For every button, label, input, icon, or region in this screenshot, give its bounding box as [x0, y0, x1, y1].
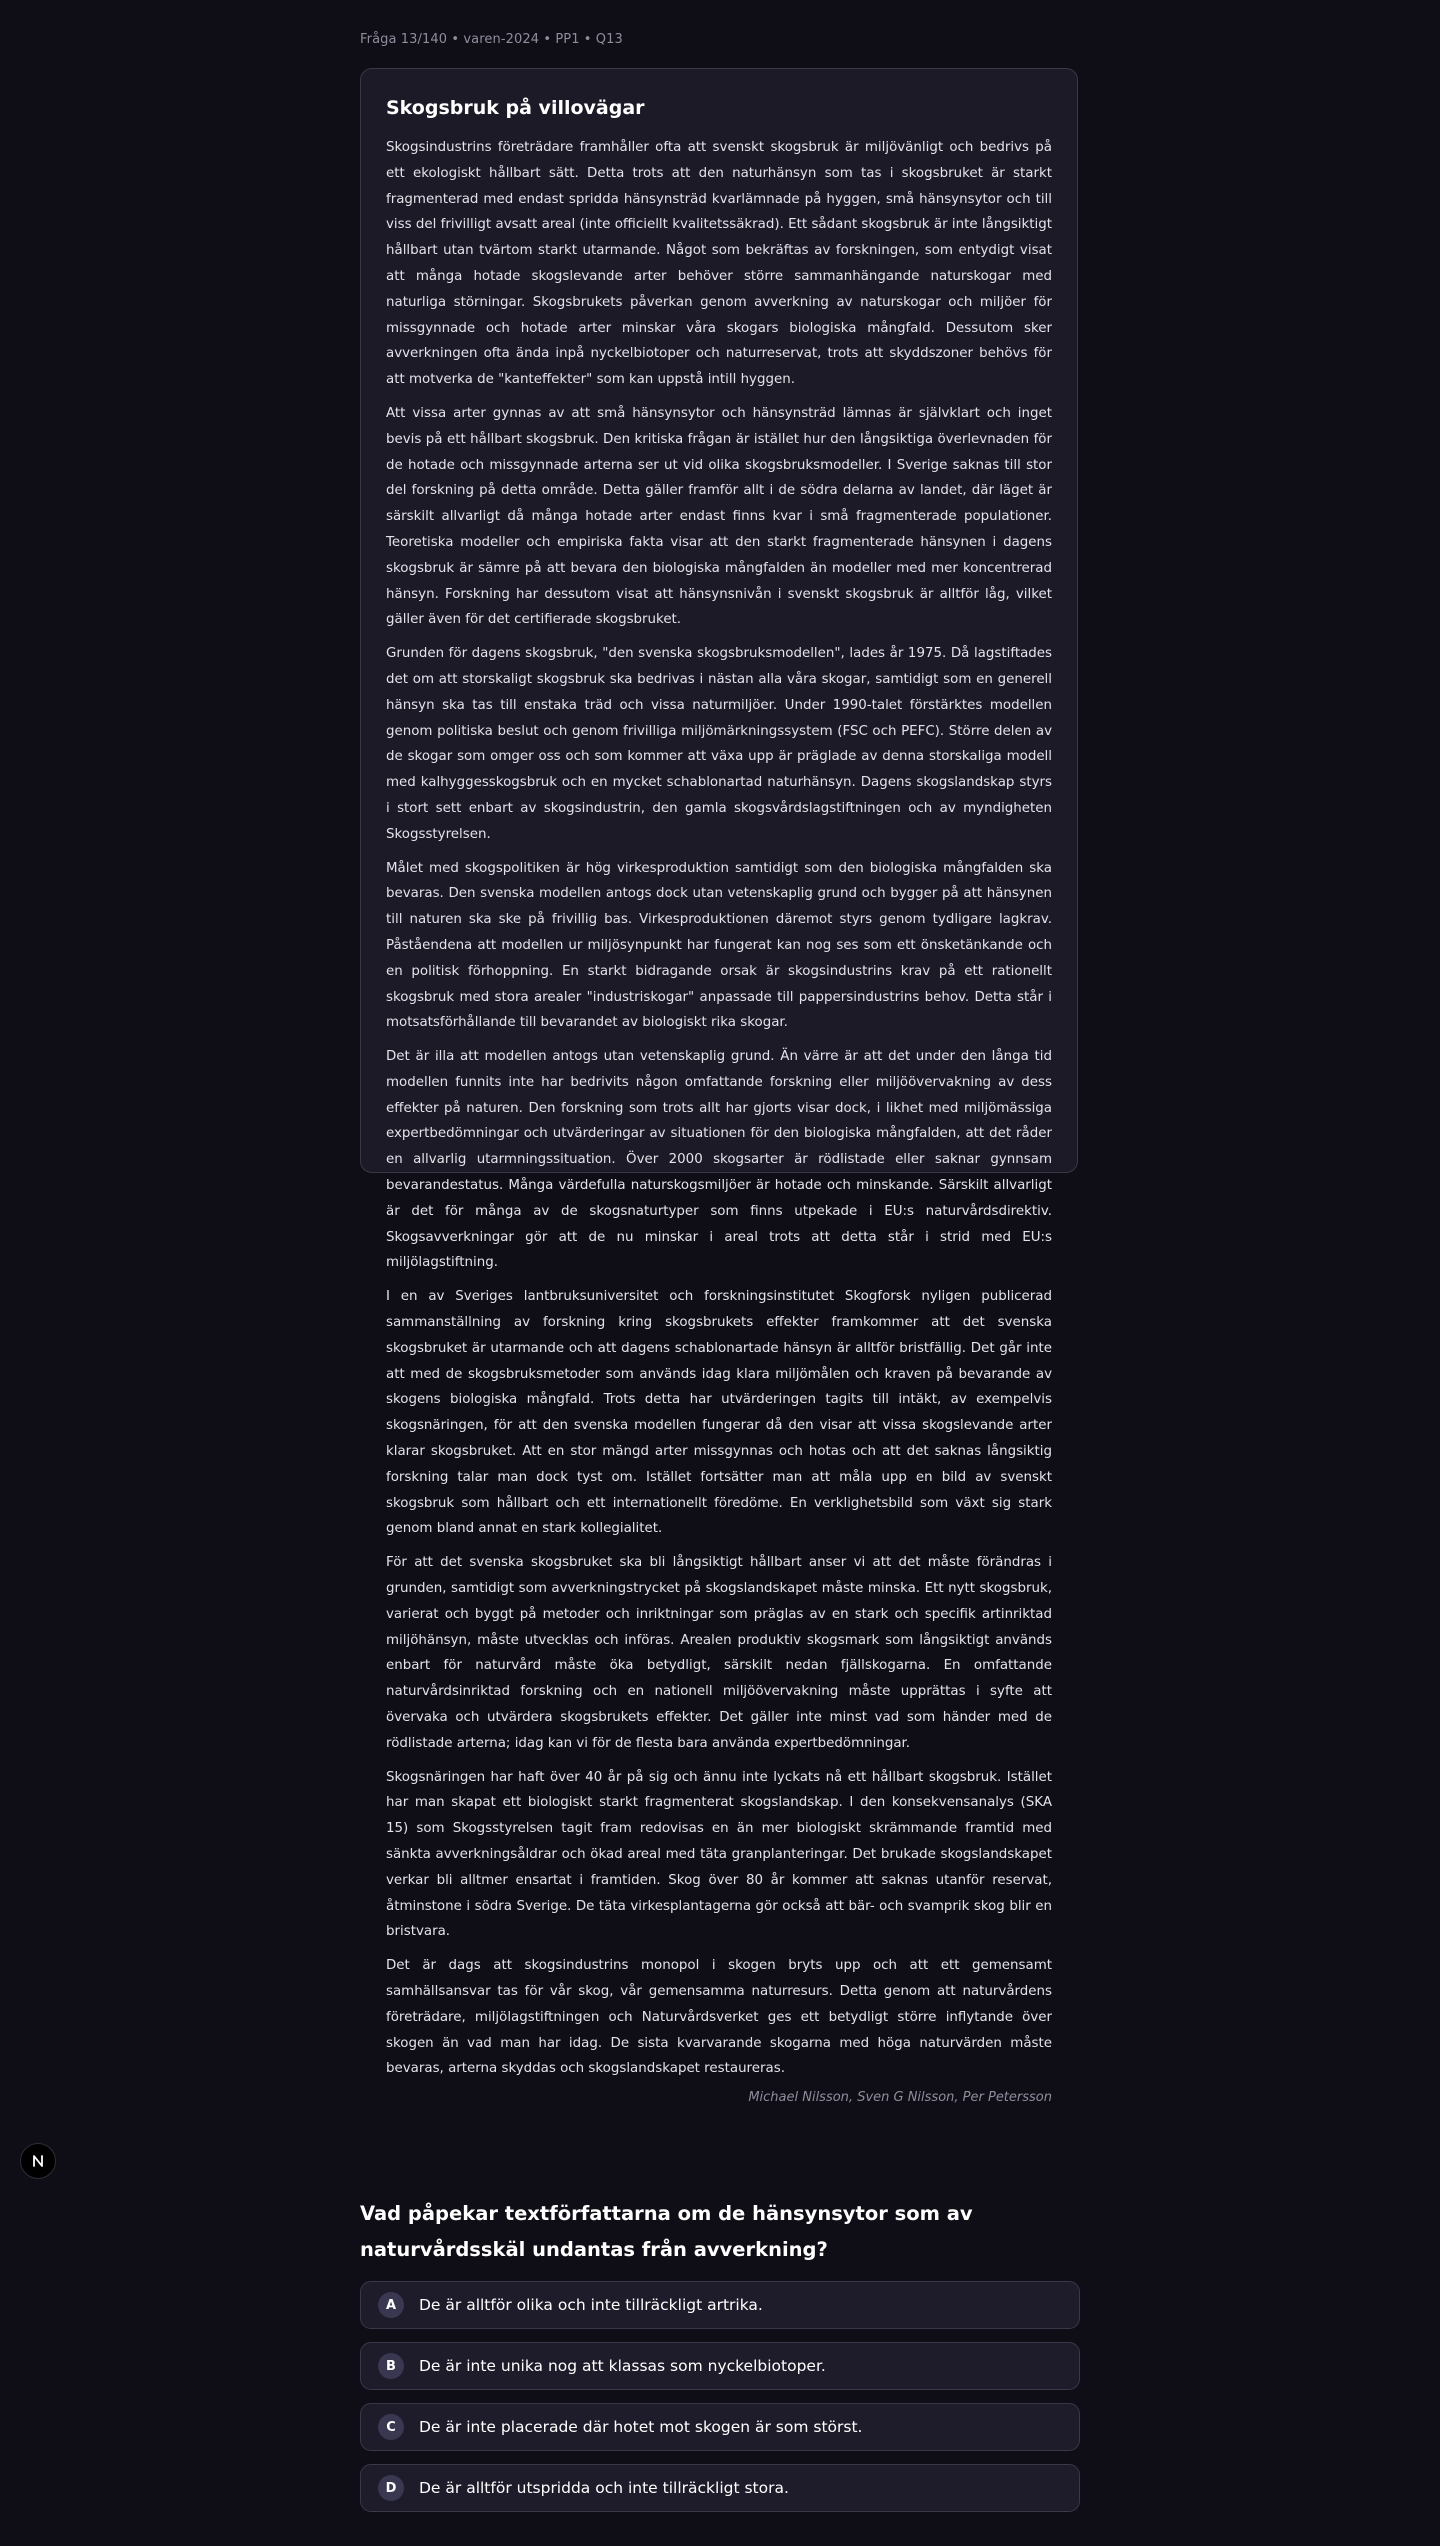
- option-letter-badge: A: [378, 2292, 404, 2318]
- answer-option-c[interactable]: [360, 2403, 1080, 2451]
- article-paragraph: Målet med skogspolitiken är hög virkesproduktion samtidigt som den biologiska mångfalden ska bevaras. Den svenska modellen antogs dock utan vetenskaplig grund och bygger på att hänsynen till naturen ska ske på frivillig bas. Virkesproduktionen däremot styrs genom tydligare lagkrav. Påståendena att modellen ur miljösynpunkt har fungerat kan nog ses som ett önsketänkande och en politisk förhoppning. En starkt bidragande orsak är skogsindustrins krav på ett rationellt skogsbruk med stora arealer "industriskogar" anpassade till pappersindustrins behov. Detta står i motsatsförhållande till bevarandet av biologiskt rika skogar.: [386, 860, 1052, 1031]
- option-label: De är alltför olika och inte tillräckligt artrika.: [419, 2296, 763, 2314]
- article-paragraph: I en av Sveriges lantbruksuniversitet och forskningsinstitutet Skogforsk nyligen publicerad sammanställning av forskning kring skogsbrukets effekter framkommer att det svenska skogsbruket är utarmande och att dagens schablonartade hänsyn är alltför bristfällig. Det går inte att med de skogsbruksmetoder som används idag klara miljömålen och kraven på bevarande av skogens biologiska mångfald. Trots detta har utvärderingen tagits till intäkt, av exempelvis skogsnäringen, för att den svenska modellen fungerar då den visar att vissa skogslevande arter klarar skogsbruket. Att en stor mängd arter missgynnas och hotas och att det saknas långsiktig forskning talar man dock tyst om. Istället fortsätter man att måla upp en bild av svenskt skogsbruk som hållbart och ett internationellt föredöme. En verklighetsbild som växt sig stark genom bland annat en stark kollegialitet.: [386, 1289, 1052, 1537]
- option-letter-badge: D: [378, 2475, 404, 2501]
- article-title: Skogsbruk på villovägar: [386, 97, 645, 119]
- article-paragraph: För att det svenska skogsbruket ska bli långsiktigt hållbart anser vi att det måste förändras i grunden, samtidigt som avverkningstrycket på skogslandskapet måste minska. Ett nytt skogsbruk, varierat och byggt på metoder och inriktningar som präglas av en stark och specifik artinriktad miljöhänsyn, måste utvecklas och införas. Arealen produktiv skogsmark som långsiktigt används enbart för naturvård måste öka betydligt, särskilt nedan fjällskogarna. En omfattande naturvårdsinriktad forskning och en nationell miljöövervakning måste upprättas i syfte att övervaka och utvärdera skogsbrukets effekter. Det gäller inte minst vad som händer med de rödlistade arterna; idag kan vi för de flesta bara använda expertbedömningar.: [386, 1555, 1052, 1751]
- article-paragraph: Att vissa arter gynnas av att små hänsynsytor och hänsynsträd lämnas är självklart och inget bevis på ett hållbart skogsbruk. Den kritiska frågan är istället hur den långsiktiga överlevnaden för de hotade och missgynnade arterna ser ut vid olika skogsbruksmodeller. I Sverige saknas till stor del forskning på detta område. Detta gäller framför allt i de södra delarna av landet, där läget är särskilt allvarligt då många hotade arter endast finns kvar i små fragmenterade populationer. Teoretiska modeller och empiriska fakta visar att den starkt fragmenterade hänsynen i dagens skogsbruk är sämre på att bevara den biologiska mångfalden än modeller med mer koncentrerad hänsyn. Forskning har dessutom visat att hänsynsnivån i svenskt skogsbruk är alltför låg, vilket gäller även för det certifierade skogsbruket.: [386, 405, 1052, 628]
- answer-options: [360, 2281, 1080, 2525]
- article-paragraph: Grunden för dagens skogsbruk, "den svenska skogsbruksmodellen", lades år 1975. Då lagstiftades det om att storskaligt skogsbruk ska bedrivas i nästan alla våra skogar, samtidigt som en generell hänsyn ska tas till enstaka träd och vissa naturmiljöer. Under 1990-talet förstärktes modellen genom politiska beslut och genom frivilliga miljömärkningssystem (FSC och PEFC). Större delen av de skogar som omger oss och som kommer att växa upp är präglade av denna storskaliga modell med kalhyggesskogsbruk och en mycket schablonartad naturhänsyn. Dagens skogslandskap styrs i stort sett enbart av skogsindustrin, den gamla skogsvårdslagstiftningen och av myndigheten Skogsstyrelsen.: [386, 646, 1052, 842]
- article-paragraph: Skogsnäringen har haft över 40 år på sig och ännu inte lyckats nå ett hållbart skogsbruk. Istället har man skapat ett biologiskt starkt fragmenterat skogslandskap. I den konsekvensanalys (SKA 15) som Skogsstyrelsen tagit fram redovisas en än mer biologiskt skrämmande framtid med sänkta avverkningsåldrar och ökad areal med täta granplanteringar. Det brukade skogslandskapet verkar bli alltmer ensartat i framtiden. Skog över 80 år kommer att saknas utanför reservat, åtminstone i södra Sverige. De täta virkesplantagerna gör också att bär- och svamprik skog blir en bristvara.: [386, 1769, 1052, 1940]
- n-glyph-icon: [28, 2151, 48, 2171]
- answer-option-a[interactable]: [360, 2281, 1080, 2329]
- option-letter-badge: B: [378, 2353, 404, 2379]
- option-label: De är inte unika nog att klassas som nyckelbiotoper.: [419, 2357, 826, 2375]
- question-text: Vad påpekar textförfattarna om de hänsynsytor som av naturvårdsskäl undantas från avverkning?: [360, 2202, 973, 2261]
- article-paragraph: Det är dags att skogsindustrins monopol i skogen bryts upp och att ett gemensamt samhällsansvar tas för vår skog, vår gemensamma naturresurs. Detta genom att naturvårdens företrädare, miljölagstiftningen och Naturvårdsverket ges ett betydligt större inflytande över skogen än vad man har idag. De sista kvarvarande skogarna med höga naturvärden måste bevaras, arterna skyddas och skogslandskapet restaureras.: [386, 1958, 1052, 2077]
- answer-option-b[interactable]: [360, 2342, 1080, 2390]
- article-paragraph: Skogsindustrins företrädare framhåller ofta att svenskt skogsbruk är miljövänligt och bedrivs på ett ekologiskt hållbart sätt. Detta trots att den naturhänsyn som tas i skogsbruket är starkt fragmenterad med endast spridda hänsynsträd kvarlämnade på hyggen, små hänsynsytor och till viss del frivilligt avsatt areal (inte officiellt kvalitetssäkrad). Ett sådant skogsbruk är inte långsiktigt hållbart utan tvärtom starkt utarmande. Något som bekräftas av forskningen, som entydigt visat att många hotade skogslevande arter behöver större sammanhängande naturskogar med naturliga störningar. Skogsbrukets påverkan genom avverkning av naturskogar och miljöer för missgynnade och hotade arter minskar våra skogars biologiska mångfald. Dessutom sker avverkningen ofta ända inpå nyckelbiotoper och naturreservat, trots att skyddszoner behövs för att motverka de "kanteffekter" som kan uppstå intill hyggen.: [386, 140, 1052, 388]
- article-authors: Michael Nilsson, Sven G Nilsson, Per Petersson: [748, 2090, 1052, 2106]
- answer-option-d[interactable]: [360, 2464, 1080, 2512]
- article-paragraph: Det är illa att modellen antogs utan vetenskaplig grund. Än värre är att det under den långa tid modellen funnits inte har bedrivits någon omfattande forskning eller miljöövervakning av dess effekter på naturen. Den forskning som trots allt har gjorts visar dock, i likhet med miljömässiga expertbedömningar och utvärderingar av situationen för den biologiska mångfalden, att det råder en allvarlig utarmningssituation. Över 2000 skogsarter är rödlistade eller saknar gynnsam bevarandestatus. Många värdefulla naturskogsmiljöer är hotade och minskande. Särskilt allvarligt är det för många av de skogsnaturtyper som finns utpekade i EU:s naturvårdsdirektiv. Skogsavverkningar gör att de nu minskar i areal trots att detta står i strid med EU:s miljölagstiftning.: [386, 1049, 1052, 1271]
- option-letter-badge: C: [378, 2414, 404, 2440]
- nextjs-logo-icon[interactable]: [20, 2143, 56, 2179]
- option-label: De är inte placerade där hotet mot skogen är som störst.: [419, 2418, 863, 2436]
- breadcrumb: Fråga 13/140 • varen-2024 • PP1 • Q13: [360, 32, 623, 47]
- article-card: [360, 68, 1078, 2106]
- option-label: De är alltför utspridda och inte tillräckligt stora.: [419, 2479, 789, 2497]
